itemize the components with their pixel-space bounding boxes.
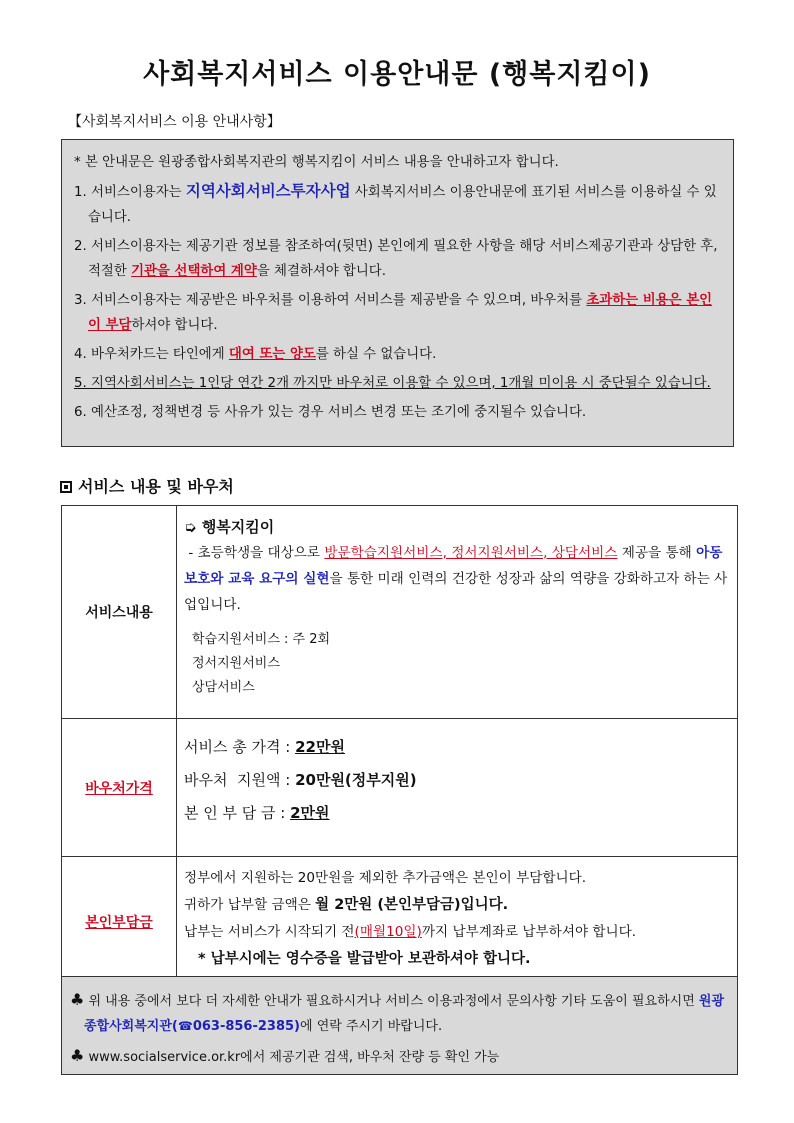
voucher-self-label: 본 인 부 담 금 : — [184, 804, 291, 822]
selfpay-line-2-text: 귀하가 납부할 금액은 — [184, 897, 316, 913]
notice-item-3-highlight: 초과하는 비용은 본인이 부담 — [88, 293, 713, 333]
phone-icon: ☎ — [177, 1019, 193, 1033]
service-name — [184, 514, 731, 540]
selfpay-label — [62, 857, 177, 987]
service-content — [177, 506, 738, 719]
service-desc-blue: 아동 보호와 교육 요구의 실현 — [184, 545, 723, 587]
notice-lead: * 본 안내문은 원광종합사회복지관의 행복지킴이 서비스 내용을 안내하고자 합니다. — [74, 155, 559, 170]
footer-website-text[interactable]: www.socialservice.or.kr에서 제공기관 검색, 바우처 잔량 등 확인 가능 — [84, 1050, 500, 1065]
club-icon: ♣ — [70, 1046, 85, 1065]
table-row — [62, 506, 738, 719]
notice-item-1-text: 1. 서비스이용자는 — [74, 185, 186, 200]
selfpay-line-4: * 납부시에는 영수증을 발급받아 보관하셔야 합니다. — [198, 951, 531, 967]
voucher-total-value: 22만원 — [295, 738, 345, 756]
notice-item-4-text-end: 를 하실 수 없습니다. — [315, 347, 437, 362]
notice-item-4 — [74, 342, 721, 367]
voucher-label-text: 바우처가격 — [85, 780, 153, 797]
selfpay-line-3-text: 납부는 서비스가 시작되기 전 — [184, 924, 355, 940]
service-desc-text-3: 을 통한 미래 인력의 건강한 성장과 삶의 역량을 강화하고자 하는 사업입니다. — [184, 571, 728, 613]
section-heading — [60, 474, 234, 497]
notice-item-5: 5. 지역사회서비스는 1인당 연간 2개 까지만 바우처로 이용할 수 있으며, 1개월 미이용 시 중단될수 있습니다. — [74, 376, 711, 391]
notice-item-3-text-end: 하셔야 합니다. — [131, 318, 218, 333]
notice-item-2 — [74, 234, 721, 284]
voucher-self-value: 2만원 — [290, 804, 330, 822]
notice-heading: 【사회복지서비스 이용 안내사항】 — [68, 114, 281, 130]
selfpay-amount: 월 2만원 (본인부담금)입니다. — [315, 897, 509, 913]
voucher-support — [184, 764, 729, 797]
notice-item-1-text-end: 사회복지서비스 이용안내문에 표기된 서비스를 이용하실 수 있습니다. — [88, 185, 717, 225]
service-table — [61, 505, 738, 987]
voucher-total — [184, 731, 729, 764]
page-title: 사회복지서비스 이용안내문 (행복지킴이) — [143, 59, 651, 90]
voucher-support-label: 바우처 지원액 : — [184, 771, 296, 789]
service-label: 서비스내용 — [62, 506, 177, 719]
list-item: 상담서비스 — [192, 680, 255, 695]
voucher-self — [184, 797, 729, 830]
notice-item-3-text: 3. 서비스이용자는 제공받은 바우처를 이용하여 서비스를 제공받을 수 있으며, 바우처를 — [74, 293, 587, 308]
arrow-bullet-icon: ➭ — [184, 518, 197, 536]
service-description — [184, 540, 731, 618]
selfpay-line-3-text-end: 까지 납부계좌로 납부하셔야 합니다. — [421, 924, 637, 940]
footer-box — [61, 976, 738, 1075]
selfpay-line-2 — [184, 892, 729, 919]
selfpay-line-3 — [184, 919, 729, 946]
footer-line-1 — [70, 987, 727, 1039]
notice-item-2-text-end: 을 체결하셔야 합니다. — [256, 264, 386, 279]
notice-item-4-highlight: 대여 또는 양도 — [228, 347, 316, 362]
list-item: 학습지원서비스 : 주 2회 — [192, 632, 331, 647]
table-row — [62, 857, 738, 987]
footer-line-1-text: 위 내용 중에서 보다 더 자세한 안내가 필요하시거나 서비스 이용과정에서 문의사항 기타 도움이 필요하시면 — [84, 994, 699, 1009]
list-item: 정서지원서비스 — [192, 656, 280, 671]
table-row — [62, 719, 738, 857]
footer-org-name: 원광종합사회복지관( — [84, 994, 725, 1034]
service-name-text: 행복지킴이 — [201, 518, 275, 536]
voucher-support-value: 20만원(정부지원) — [295, 771, 417, 789]
voucher-content — [177, 719, 738, 857]
footer-phone[interactable]: 063-856-2385) — [192, 1019, 300, 1034]
voucher-total-label: 서비스 총 가격 : — [184, 738, 296, 756]
service-desc-text-2: 제공을 통해 — [617, 545, 697, 561]
club-icon: ♣ — [70, 990, 85, 1009]
notice-box — [61, 139, 734, 447]
notice-item-1-highlight: 지역사회서비스투자사업 — [185, 182, 351, 200]
selfpay-content — [177, 857, 738, 987]
notice-item-3 — [74, 288, 721, 338]
selfpay-line-1: 정부에서 지원하는 20만원을 제외한 추가금액은 본인이 부담합니다. — [184, 870, 587, 886]
notice-item-6: 6. 예산조정, 정책변경 등 사유가 있는 경우 서비스 변경 또는 조기에 중지될수 있습니다. — [74, 405, 587, 420]
service-desc-red: 방문학습지원서비스, 정서지원서비스, 상담서비스 — [324, 545, 618, 561]
selfpay-due-date: (매월10일) — [354, 924, 422, 940]
selfpay-label-text: 본인부담금 — [85, 914, 153, 931]
notice-item-1 — [74, 179, 721, 230]
notice-item-2-highlight: 기관을 선택하여 계약 — [131, 264, 257, 279]
service-sublist — [184, 628, 731, 700]
notice-item-4-text: 4. 바우처카드는 타인에게 — [74, 347, 229, 362]
footer-line-2 — [70, 1043, 727, 1070]
section-heading-text: 서비스 내용 및 바우처 — [78, 477, 234, 496]
notice-item-2-text: 2. 서비스이용자는 제공기관 정보를 참조하여(뒷면) 본인에게 필요한 사항을 해당 서비스제공기관과 상담한 후, 적절한 — [74, 239, 718, 279]
square-bullet-icon — [60, 481, 72, 493]
voucher-label — [62, 719, 177, 857]
service-desc-text: - 초등학생을 대상으로 — [188, 545, 325, 561]
footer-line-1-text-end: 에 연락 주시기 바랍니다. — [300, 1019, 443, 1034]
